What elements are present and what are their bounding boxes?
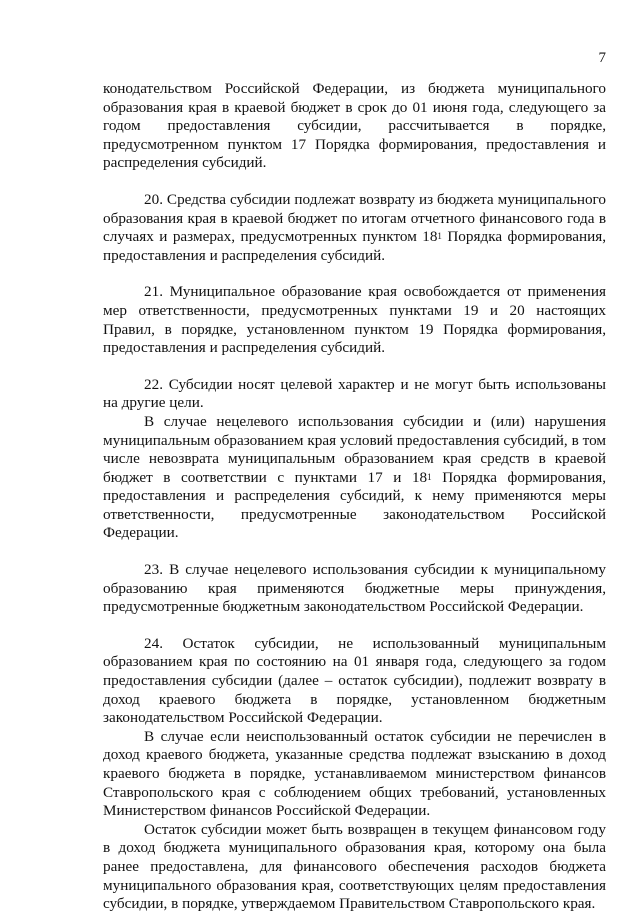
superscript-one: 1 — [427, 471, 432, 482]
paragraph-item-24-b: В случае если неиспользованный остаток субсидии не перечислен в доход краевого бюджета, указанные средства подлежат взысканию в доход краевого бюджета в порядке, устанавливаемом министерством финансов Ставропольского края с соблюдением общих требований, установленных Министерством финансов Российской Федерации. — [103, 727, 606, 820]
paragraph-continuation: конодательством Российской Федерации, из бюджета муниципального образования края в краевой бюджет в срок до 01 июня года, следующего за годом предоставления субсидии, рассчитывается в порядке, предусмотренном пунктом 17 Порядка формирования, предоставления и распределения субсидий. — [103, 80, 606, 172]
document-body — [103, 80, 606, 914]
paragraph-item-24-c: Остаток субсидии может быть возвращен в текущем финансовом году в доход бюджета муниципального образования края, которому она была ранее предоставлена, для финансового обеспечения расходов бюджета муниципального образования края, соответствующих целям предоставления субсидии, в порядке, утверждаемом Правительством Ставропольского края. — [103, 820, 606, 913]
paragraph-item-23: 23. В случае нецелевого использования субсидии к муниципальному образованию края применяются бюджетные меры принуждения, предусмотренные бюджетным законодательством Российской Федерации. — [103, 561, 606, 616]
paragraph-item-21: 21. Муниципальное образование края освобождается от применения мер ответственности, предусмотренных пунктами 19 и 20 настоящих Правил, в порядке, установленном пунктом 19 Порядка формирования, предоставления и распределения субсидий. — [103, 283, 606, 357]
paragraph-item-22-b-text: В случае нецелевого использования субсидии и (или) нарушения муниципальным образованием края условий предоставления субсидий, в том числе невозврата муниципальным образованием края средств в краевой бюджет в соответствии с пунктами 17 и $18^1$ Порядка формирования, предоставления и распределения субсидий, к нему применяются меры ответственности, предусмотренные законодательством Российской Федерации. — [103, 412, 606, 542]
page-number: 7 — [598, 50, 606, 66]
paragraph-item-20 — [103, 191, 606, 265]
paragraph-item-24: 24. Остаток субсидии, не использованный муниципальным образованием края по состоянию на 01 января года, следующего за годом предоставления субсидии (далее – остаток субсидии), подлежит возврату в доход краевого бюджета в порядке, установленном бюджетным законодательством Российской Федерации. — [103, 634, 606, 727]
paragraph-item-20-text: 20. Средства субсидии подлежат возврату из бюджета муниципального образования края в краевой бюджет по итогам отчетного финансового года в случаях и размерах, предусмотренных пунктом $18^1$ Порядка формирования, предоставления и распределения субсидий. — [103, 190, 606, 264]
paragraph-item-22: 22. Субсидии носят целевой характер и не могут быть использованы на другие цели. — [103, 375, 606, 412]
paragraph-item-22-b — [103, 413, 606, 543]
superscript-one: 1 — [437, 231, 442, 242]
